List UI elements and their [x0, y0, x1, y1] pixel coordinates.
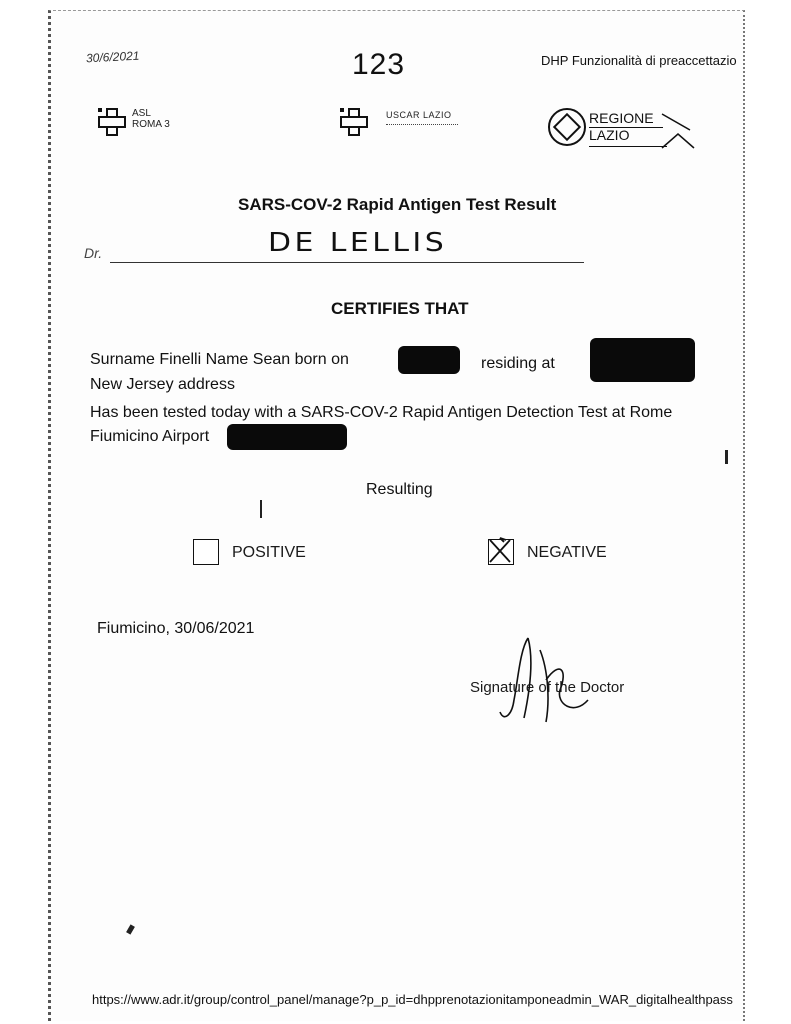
- name-value: Sean: [252, 351, 291, 368]
- certifies-heading: CERTIFIES THAT: [331, 299, 469, 318]
- surname-label: Surname: [90, 351, 155, 368]
- place-date: Fiumicino, 30/06/2021: [97, 620, 255, 637]
- resulting-label: Resulting: [366, 481, 433, 498]
- asl-logo: [132, 108, 170, 130]
- negative-checkbox: [488, 539, 514, 565]
- regione-seal-icon: [548, 108, 586, 146]
- document-title: SARS-COV-2 Rapid Antigen Test Result: [238, 195, 557, 214]
- uscar-logo-underline: [386, 124, 458, 127]
- regione-logo-bar: [589, 127, 663, 128]
- regione-logo-line1: REGIONE: [589, 110, 654, 126]
- scan-speck: [260, 500, 262, 518]
- dhp-header-text: DHP Funzionalità di preaccettazio: [541, 53, 737, 68]
- test-line-1: Has been tested today with a SARS-COV-2 Rapid Antigen Detection Test at Rome: [90, 404, 673, 421]
- print-date: 30/6/2021: [85, 48, 140, 66]
- patient-line-2: New Jersey address: [90, 376, 235, 393]
- cross-check-icon: [488, 536, 516, 564]
- asl-logo-line1: ASL: [132, 108, 151, 119]
- positive-label: POSITIVE: [232, 544, 306, 561]
- redaction-address: [590, 338, 695, 382]
- footer-url: https://www.adr.it/group/control_panel/manage?p_p_id=dhpprenotazionitamponeadmin_WAR_digitalhealthpass: [92, 992, 733, 1007]
- name-label: Name: [205, 351, 249, 368]
- residing-label: residing at: [481, 355, 555, 372]
- born-label: born on: [294, 351, 349, 368]
- signature-label: Signature of the Doctor: [470, 679, 625, 696]
- redaction-birthdate: [398, 346, 460, 374]
- redaction-location: [227, 424, 347, 450]
- document-sheet: [48, 10, 745, 1021]
- doctor-signature-icon: [490, 630, 610, 730]
- doctor-name-handwritten: DE LELLIS: [268, 228, 448, 258]
- regione-logo-bar-bottom: [589, 146, 667, 147]
- handwritten-number: 123: [352, 48, 406, 81]
- regione-logo-line2: LAZIO: [589, 127, 630, 143]
- doctor-label: Dr.: [84, 245, 103, 261]
- positive-checkbox: [193, 539, 219, 565]
- regione-chevron-icon: [660, 112, 696, 152]
- negative-label: NEGATIVE: [527, 544, 607, 561]
- uscar-cross-icon: [340, 108, 366, 134]
- doctor-underline: [110, 262, 584, 263]
- surname-value: Finelli: [159, 351, 202, 368]
- scan-speck: [725, 450, 728, 464]
- uscar-logo-text: USCAR LAZIO: [386, 110, 452, 120]
- patient-line-1: [90, 351, 349, 369]
- test-line-2: Fiumicino Airport: [90, 428, 210, 445]
- asl-logo-line2: ROMA 3: [132, 119, 170, 130]
- asl-cross-icon: [98, 108, 124, 134]
